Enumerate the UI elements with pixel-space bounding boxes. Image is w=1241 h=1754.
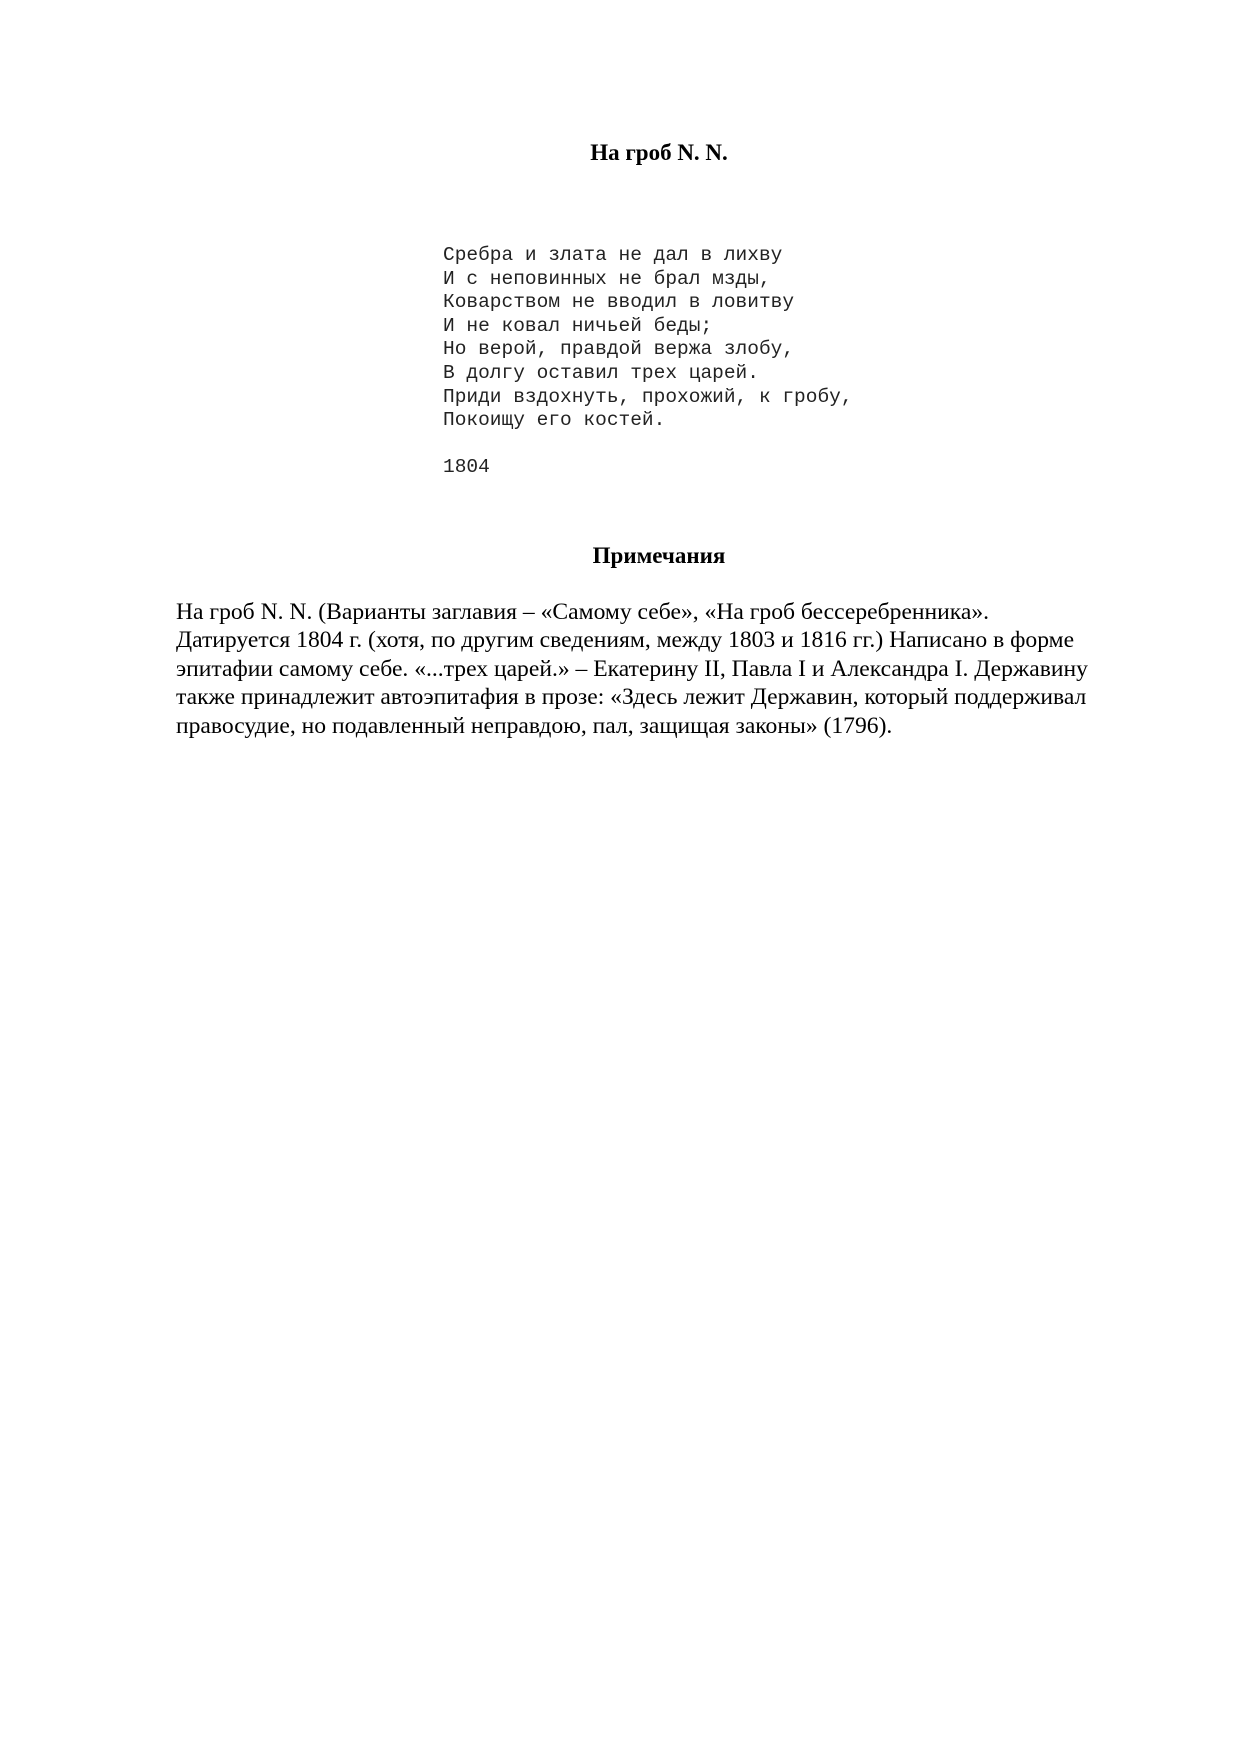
notes-line: также принадлежит автоэпитафия в прозе: «Здесь лежит Державин, который поддерживал bbox=[176, 684, 1087, 711]
poem-line: Но верой, правдой вержа злобу, bbox=[443, 338, 795, 361]
notes-line: правосудие, но подавленный неправдою, пал, защищая законы» (1796). bbox=[176, 712, 893, 739]
poem-line: Коварством не вводил в ловитву bbox=[443, 291, 795, 314]
poem-line: Покоищу его костей. bbox=[443, 409, 666, 432]
poem-line: Сребра и злата не дал в лихву bbox=[443, 244, 783, 266]
notes-line: Датируется 1804 г. (хотя, по другим сведениям, между 1803 и 1816 гг.) Написано в форме bbox=[176, 627, 1075, 654]
poem-date: 1804 bbox=[443, 455, 490, 478]
notes-line: На гроб N. N. (Варианты заглавия – «Самому себе», «На гроб бессеребренника». bbox=[176, 599, 990, 625]
poem-body bbox=[443, 244, 853, 479]
poem-line: Приди вздохнуть, прохожий, к гробу, bbox=[443, 385, 853, 408]
poem-line: И не ковал ничьей беды; bbox=[443, 314, 713, 337]
poem-title: На гроб N. N. bbox=[590, 140, 728, 165]
notes-line: эпитафии самому себе. «...трех царей.» – Екатерину II, Павла I и Александра I. Державину bbox=[176, 655, 1088, 682]
poem-line: В долгу оставил трех царей. bbox=[443, 361, 759, 384]
poem-line: И с неповинных не брал мзды, bbox=[443, 267, 771, 290]
notes-heading: Примечания bbox=[592, 543, 726, 568]
notes-paragraph bbox=[176, 598, 1156, 740]
